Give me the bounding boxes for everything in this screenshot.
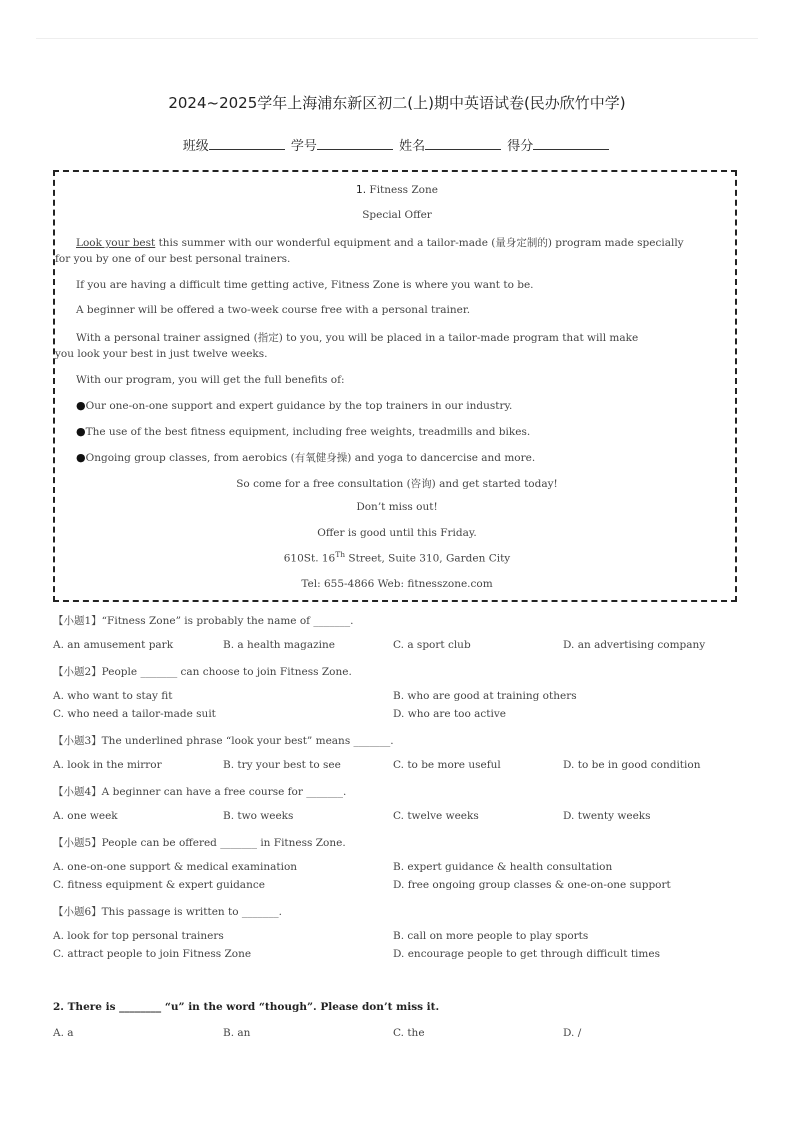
student-number-blank[interactable] xyxy=(317,136,393,150)
bullet-item xyxy=(76,450,535,465)
class-label: 班级 xyxy=(182,139,209,154)
option-d[interactable]: D. / xyxy=(563,1027,582,1039)
passage-title xyxy=(0,184,794,196)
option-b[interactable]: B. call on more people to play sports xyxy=(393,930,589,942)
question-number: 1. xyxy=(356,184,367,196)
option-c[interactable]: C. fitness equipment & expert guidance xyxy=(53,879,265,891)
bullet-item xyxy=(76,425,530,438)
option-c[interactable]: C. a sport club xyxy=(393,639,471,651)
address-line xyxy=(0,550,794,565)
option-c[interactable]: C. the xyxy=(393,1027,425,1039)
paragraph-4: With a personal trainer assigned (指定) to you, you will be placed in a tailor-made program that will make xyxy=(76,332,639,344)
closing-line-3: Offer is good until this Friday. xyxy=(317,527,477,539)
question-1-stem: 【小题1】“Fitness Zone” is probably the name of _______. xyxy=(53,615,354,627)
paragraph-1-line-2: for you by one of our best personal trainers. xyxy=(55,253,291,265)
question-2-stem: 【小题2】People _______ can choose to join Fitness Zone. xyxy=(53,666,352,678)
option-c[interactable]: C. twelve weeks xyxy=(393,810,479,822)
bullet-text: Ongoing group classes, from aerobics (有氧健身操) and yoga to dancercise and more. xyxy=(85,452,536,464)
student-info-line xyxy=(0,135,794,154)
option-d[interactable]: D. who are too active xyxy=(393,708,507,720)
option-b[interactable]: B. try your best to see xyxy=(223,759,341,771)
option-b[interactable]: B. who are good at training others xyxy=(393,690,577,702)
underlined-phrase: Look your best xyxy=(76,237,156,249)
student-number-label: 学号 xyxy=(290,139,317,154)
option-c[interactable]: C. who need a tailor-made suit xyxy=(53,708,216,720)
question-4-stem: 【小题4】A beginner can have a free course for _______. xyxy=(53,786,347,798)
top-divider xyxy=(36,38,758,39)
option-b[interactable]: B. expert guidance & health consultation xyxy=(393,861,613,873)
bullet-item xyxy=(76,399,512,412)
passage-subtitle: Special Offer xyxy=(362,209,432,221)
class-blank[interactable] xyxy=(209,136,285,150)
paragraph-1 xyxy=(76,235,684,250)
option-a[interactable]: A. an amusement park xyxy=(53,639,174,651)
address-part-1: 610St. 16 xyxy=(283,552,336,565)
address-part-2: Street, Suite 310, Garden City xyxy=(345,552,511,565)
bullet-icon: ● xyxy=(76,399,86,412)
score-label: 得分 xyxy=(507,139,534,154)
option-c[interactable]: C. to be more useful xyxy=(393,759,501,771)
question-3-stem: 【小题3】The underlined phrase “look your best” means _______. xyxy=(53,735,394,747)
address-superscript: Th xyxy=(335,550,346,559)
option-d[interactable]: D. free ongoing group classes & one-on-one support xyxy=(393,879,671,891)
paragraph-1-text: this summer with our wonderful equipment and a tailor-made (量身定制的) program made specially xyxy=(155,237,684,249)
name-label: 姓名 xyxy=(399,139,426,154)
bullet-icon: ● xyxy=(76,425,86,438)
paragraph-4-line-2: you look your best in just twelve weeks. xyxy=(55,348,268,360)
page-title: 2024~2025学年上海浦东新区初二(上)期中英语试卷(民办欣竹中学) xyxy=(168,94,626,112)
question-2-main-stem: 2. There is ________ “u” in the word “though”. Please don’t miss it. xyxy=(53,1001,440,1013)
passage-title-text: Fitness Zone xyxy=(369,184,438,196)
paragraph-2: If you are having a difficult time getting active, Fitness Zone is where you want to be. xyxy=(76,279,534,291)
option-c[interactable]: C. attract people to join Fitness Zone xyxy=(53,948,252,960)
option-a[interactable]: A. look for top personal trainers xyxy=(53,930,224,942)
option-b[interactable]: B. an xyxy=(223,1027,251,1039)
option-b[interactable]: B. two weeks xyxy=(223,810,294,822)
option-d[interactable]: D. an advertising company xyxy=(563,639,706,651)
paragraph-3: A beginner will be offered a two-week course free with a personal trainer. xyxy=(76,304,471,316)
bullet-text: The use of the best fitness equipment, including free weights, treadmills and bikes. xyxy=(85,426,531,438)
option-a[interactable]: A. one week xyxy=(53,810,118,822)
closing-line-2: Don’t miss out! xyxy=(356,501,438,513)
option-d[interactable]: D. to be in good condition xyxy=(563,759,701,771)
option-d[interactable]: D. encourage people to get through difficult times xyxy=(393,948,660,960)
contact-line: Tel: 655-4866 Web: fitnesszone.com xyxy=(301,578,493,590)
name-blank[interactable] xyxy=(425,136,501,150)
option-d[interactable]: D. twenty weeks xyxy=(563,810,651,822)
bullet-icon: ● xyxy=(76,451,86,464)
question-6-stem: 【小题6】This passage is written to _______. xyxy=(53,906,282,918)
closing-line-1: So come for a free consultation (咨询) and get started today! xyxy=(236,478,558,490)
option-a[interactable]: A. who want to stay fit xyxy=(53,690,173,702)
option-a[interactable]: A. a xyxy=(53,1027,74,1039)
option-a[interactable]: A. one-on-one support & medical examination xyxy=(53,861,298,873)
bullet-text: Our one-on-one support and expert guidance by the top trainers in our industry. xyxy=(85,400,513,412)
option-b[interactable]: B. a health magazine xyxy=(223,639,335,651)
score-blank[interactable] xyxy=(533,136,609,150)
question-5-stem: 【小题5】People can be offered _______ in Fitness Zone. xyxy=(53,837,346,849)
option-a[interactable]: A. look in the mirror xyxy=(53,759,162,771)
paragraph-5: With our program, you will get the full benefits of: xyxy=(76,374,345,386)
